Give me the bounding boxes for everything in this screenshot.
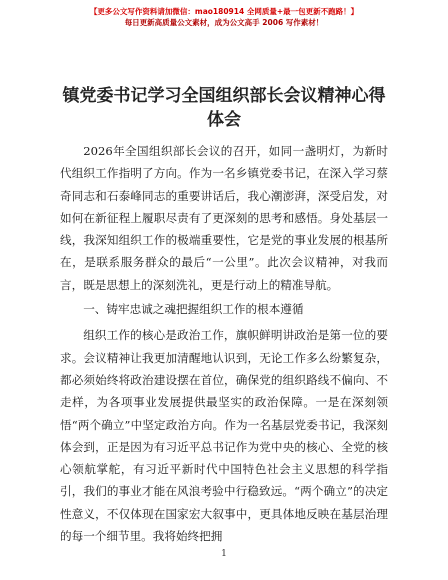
body-paragraph: 2026年全国组织部长会议的召开，如同一盏明灯，为新时代组织工作指明了方向。作为一名乡镇党委书记，在深入学习蔡奇同志和石泰峰同志的重要讲话后，我心潮澎湃，深受启发，对如何在新征程上履职尽责有了更深刻的思考和感悟。身处基层一线，我深知组织工作的极端重要性，它是党的事业发展的根基所在，是联系服务群众的最后“一公里”。此次会议精神，对我而言，既是思想上的深刻洗礼，更是行动上的精准导航。 xyxy=(60,144,388,292)
promo-banner-line-2: 每日更新高质量公文素材，成为公文高手 2006 写作素材！ xyxy=(124,18,324,27)
section-heading: 一、铸牢忠诚之魂把握组织工作的根本遵循 xyxy=(83,302,304,317)
promo-banner-line-1: 【更多公文写作资料请加微信：mao180914 全网质量+最一包更新不跑路！】 xyxy=(89,7,359,16)
promo-banner xyxy=(0,6,448,28)
document-body xyxy=(60,140,388,547)
body-paragraph: 组织工作的核心是政治工作，旗帜鲜明讲政治是第一位的要求。会议精神让我更加清醒地认识到，无论工作多么纷繁复杂，都必须始终将政治建设摆在首位，确保党的组织路线不偏向、不走样，为各项事业发展提供最坚实的政治保障。一是在深刻领悟“两个确立”中坚定政治方向。作为一名基层党委书记，我深刻体会到，正是因为有习近平总书记作为党中央的核心、全党的核心领航掌舵，有习近平新时代中国特色社会主义思想的科学指引，我们的事业才能在风浪考验中行稳致远。“两个确立”的决定性意义，不仅体现在国家宏大叙事中，更具体地反映在基层治理的每一个细节里。我将始终把拥 xyxy=(60,328,388,544)
document-title: 镇党委书记学习全国组织部长会议精神心得体会 xyxy=(62,86,386,130)
page-number: 1 xyxy=(221,549,227,559)
